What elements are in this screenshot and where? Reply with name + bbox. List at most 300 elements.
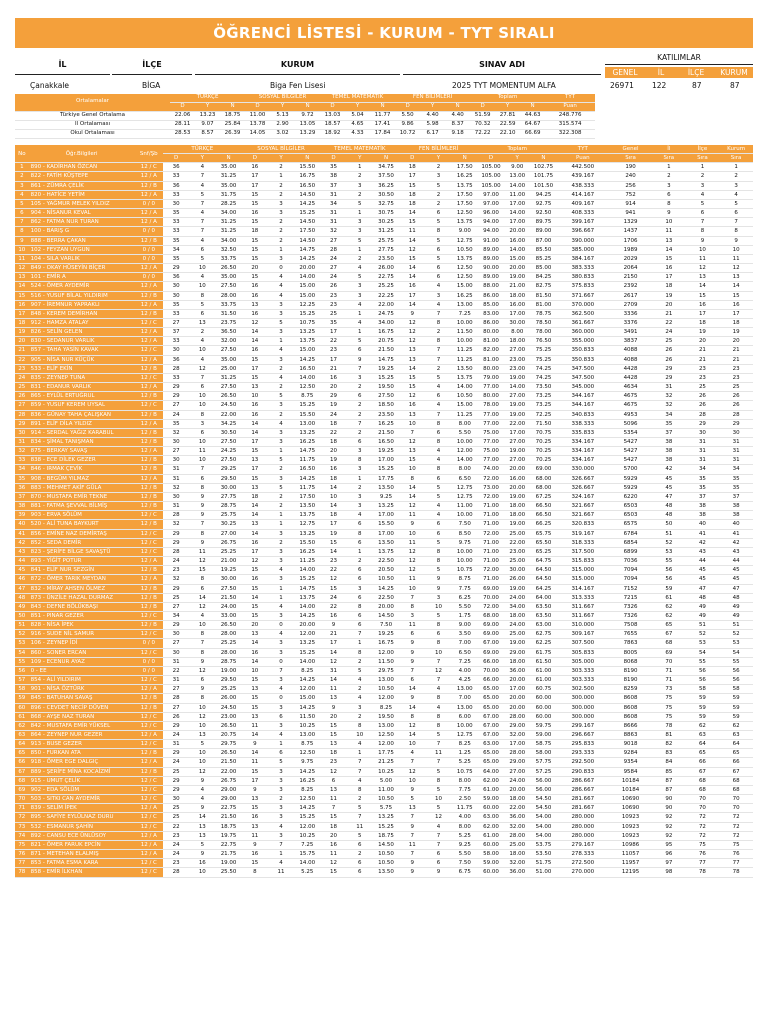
cell-value: 80.00 (478, 364, 504, 373)
class-section: 12 / B (135, 428, 163, 437)
cell-value: 8.75 (294, 392, 320, 401)
cell-value: 2 (347, 401, 373, 410)
cell-value: 24.50 (215, 401, 241, 410)
cell-value: 20.00 (504, 694, 530, 703)
cell-value: 78.00 (478, 401, 504, 410)
cell-value: 326.667 (557, 483, 609, 492)
column-header: Y (270, 102, 295, 111)
average-value: 66.69 (520, 129, 545, 138)
average-value: 4.40 (445, 111, 470, 120)
row-number: 6 (15, 209, 29, 218)
cell-value: 13 (189, 831, 215, 840)
cell-value: 4428 (609, 373, 652, 382)
student-row (15, 639, 753, 648)
student-name: 516 - YUSUF BİLAL YILDIRIM (29, 291, 135, 300)
cell-value: 24.00 (215, 602, 241, 611)
cell-value: 4 (268, 630, 294, 639)
cell-value: 303.333 (557, 666, 609, 675)
cell-value: 13 (242, 483, 268, 492)
cell-value: 12.50 (294, 383, 320, 392)
cell-value: 5 (189, 840, 215, 849)
cell-value: 5 (268, 483, 294, 492)
cell-value: 28.25 (215, 199, 241, 208)
cell-value: 20.00 (504, 703, 530, 712)
cell-value: 64 (686, 740, 720, 749)
row-number: 11 (15, 254, 29, 263)
column-header: N (370, 102, 395, 111)
student-row (15, 273, 753, 282)
cell-value: 30 (163, 630, 189, 639)
cell-value: 2 (347, 428, 373, 437)
cell-value: 32 (163, 483, 189, 492)
cell-value: 14 (399, 685, 425, 694)
cell-value: 7 (425, 740, 451, 749)
cell-value: 18 (719, 318, 753, 327)
cell-value: 19.25 (215, 566, 241, 575)
column-header: Sıra (686, 154, 720, 163)
cell-value: 3 (189, 419, 215, 428)
class-section: 12 / C (135, 529, 163, 538)
cell-value: 20.00 (294, 621, 320, 630)
cell-value: 8 (425, 227, 451, 236)
class-section: 12 / A (135, 172, 163, 181)
cell-value: 75.00 (478, 447, 504, 456)
cell-value: 8 (425, 721, 451, 730)
cell-value: 17 (719, 309, 753, 318)
cell-value: 78.00 (530, 328, 556, 337)
cell-value: 29 (719, 419, 753, 428)
cell-value: 66.00 (478, 657, 504, 666)
student-name: 857 - TAHA YASİN KAVAK (29, 346, 135, 355)
cell-value: 14 (399, 731, 425, 740)
cell-value: 16.50 (294, 465, 320, 474)
cell-value: 15.25 (294, 813, 320, 822)
column-header: D (163, 154, 189, 163)
class-section: 12 / C (135, 373, 163, 382)
student-name: 823 - ŞERİFE BİLGE SAVAŞTÜ (29, 547, 135, 556)
cell-value: 13.75 (294, 511, 320, 520)
header-il: İL (15, 56, 110, 75)
student-row (15, 703, 753, 712)
cell-value: 31 (320, 209, 346, 218)
cell-value: 17.00 (504, 685, 530, 694)
cell-value: 10.75 (452, 566, 478, 575)
cell-value: 19 (320, 529, 346, 538)
cell-value: 3 (347, 227, 373, 236)
cell-value: 21 (719, 346, 753, 355)
cell-value: 29 (163, 264, 189, 273)
cell-value: 22 (320, 566, 346, 575)
row-number: 41 (15, 529, 29, 538)
cell-value: 55 (719, 657, 753, 666)
cell-value: 7 (268, 666, 294, 675)
column-header: N (520, 102, 545, 111)
cell-value: 12 (320, 657, 346, 666)
cell-value: 81.00 (478, 355, 504, 364)
cell-value: 14 (320, 483, 346, 492)
cell-value: 75 (652, 712, 686, 721)
average-row (15, 120, 595, 129)
cell-value: 375.833 (557, 282, 609, 291)
average-value: 5.98 (420, 120, 445, 129)
cell-value: 3 (347, 584, 373, 593)
cell-value: 4 (425, 822, 451, 831)
cell-value: 6 (189, 474, 215, 483)
cell-value: 33 (163, 218, 189, 227)
cell-value: 72.00 (478, 566, 504, 575)
student-row (15, 511, 753, 520)
cell-value: 12 (399, 438, 425, 447)
cell-value: 63.00 (478, 740, 504, 749)
cell-value: 28.75 (215, 657, 241, 666)
student-row (15, 236, 753, 245)
cell-value: 7 (189, 639, 215, 648)
cell-value: 33 (163, 373, 189, 382)
row-number: 3 (15, 181, 29, 190)
cell-value: 9 (189, 538, 215, 547)
cell-value: 2 (189, 328, 215, 337)
cell-value: 12.25 (294, 300, 320, 309)
cell-value: 3 (268, 474, 294, 483)
cell-value: 439.167 (557, 172, 609, 181)
cell-value: 14.25 (373, 584, 399, 593)
cell-value: 3 (425, 172, 451, 181)
class-section: 12 / B (135, 602, 163, 611)
cell-value: 15 (242, 273, 268, 282)
cell-value: 80.00 (478, 392, 504, 401)
cell-value: 3 (268, 557, 294, 566)
cell-value: 8863 (609, 731, 652, 740)
average-value: 17.84 (370, 129, 395, 138)
cell-value: 17.00 (504, 740, 530, 749)
cell-value: 81.00 (478, 337, 504, 346)
cell-value: 23 (320, 300, 346, 309)
cell-value: 12 (242, 557, 268, 566)
cell-value: 18.00 (504, 611, 530, 620)
cell-value: 31.50 (215, 309, 241, 318)
row-number: 40 (15, 520, 29, 529)
cell-value: 399.167 (557, 218, 609, 227)
cell-value: 45 (719, 566, 753, 575)
cell-value: 6 (652, 190, 686, 199)
cell-value: 78.75 (530, 309, 556, 318)
cell-value: 6 (189, 676, 215, 685)
cell-value: 75 (652, 703, 686, 712)
cell-value: 31 (686, 438, 720, 447)
cell-value: 12 (189, 602, 215, 611)
cell-value: 14 (242, 419, 268, 428)
student-name: 896 - CEVDET NECİP DÜVEN (29, 703, 135, 712)
cell-value: 2 (719, 172, 753, 181)
cell-value: 7.25 (294, 840, 320, 849)
cell-value: 64.00 (530, 593, 556, 602)
cell-value: 2 (268, 410, 294, 419)
cell-value: 13.00 (452, 685, 478, 694)
cell-value: 280.000 (557, 831, 609, 840)
cell-value: 87 (652, 776, 686, 785)
cell-value: 6 (347, 392, 373, 401)
cell-value: 29 (686, 419, 720, 428)
cell-value: 73 (652, 685, 686, 694)
average-value: 64.67 (520, 120, 545, 129)
cell-value: 38 (652, 438, 686, 447)
cell-value: 0 (268, 694, 294, 703)
average-value: 18.57 (320, 120, 345, 129)
cell-value: 56 (719, 676, 753, 685)
student-name: 105 - YAĞMUR MELEK YILDIZ (29, 199, 135, 208)
cell-value: 90 (652, 795, 686, 804)
class-section: 12 / C (135, 318, 163, 327)
cell-value: 1 (268, 584, 294, 593)
cell-value: 48 (652, 502, 686, 511)
student-name: 892 - CANSU ECE ÜNLÜSOY (29, 831, 135, 840)
cell-value: 16 (242, 291, 268, 300)
cell-value: 59 (686, 703, 720, 712)
cell-value: 31 (686, 447, 720, 456)
row-number: 61 (15, 712, 29, 721)
cell-value: 15.25 (373, 822, 399, 831)
cell-value: 21.50 (215, 593, 241, 602)
cell-value: 9.75 (294, 758, 320, 767)
cell-value: 14.00 (294, 657, 320, 666)
row-number: 49 (15, 602, 29, 611)
cell-value: 7 (399, 758, 425, 767)
cell-value: 24 (320, 254, 346, 263)
cell-value: 9 (399, 822, 425, 831)
cell-value: 10.00 (452, 721, 478, 730)
cell-value: 3 (686, 181, 720, 190)
cell-value: 1 (347, 209, 373, 218)
student-row (15, 502, 753, 511)
cell-value: 0 (268, 657, 294, 666)
row-number: 48 (15, 593, 29, 602)
cell-value: 19.00 (504, 520, 530, 529)
cell-value: 8.50 (452, 529, 478, 538)
cell-value: 19 (686, 328, 720, 337)
class-section: 12 / A (135, 328, 163, 337)
cell-value: 19.00 (504, 410, 530, 419)
cell-value: 4 (268, 273, 294, 282)
cell-value: 10.50 (373, 685, 399, 694)
cell-value: 62.75 (530, 630, 556, 639)
cell-value: 26.50 (215, 264, 241, 273)
cell-value: 279.167 (557, 840, 609, 849)
class-section: 12 / B (135, 291, 163, 300)
average-label: İl Ortalaması (15, 120, 170, 129)
cell-value: 9.25 (373, 492, 399, 501)
row-number: 59 (15, 694, 29, 703)
cell-value: 23 (163, 859, 189, 868)
row-number: 38 (15, 502, 29, 511)
cell-value: 70.25 (530, 438, 556, 447)
cell-value: 941 (609, 209, 652, 218)
cell-value: 2 (268, 364, 294, 373)
cell-value: 7 (189, 172, 215, 181)
cell-value: 278.333 (557, 850, 609, 859)
cell-value: 23.00 (504, 364, 530, 373)
cell-value: 77 (719, 859, 753, 868)
cell-value: 15 (320, 868, 346, 877)
cell-value: 30 (163, 492, 189, 501)
row-number: 77 (15, 859, 29, 868)
cell-value: 280.000 (557, 822, 609, 831)
cell-value: 15 (242, 804, 268, 813)
cell-value: 9 (719, 236, 753, 245)
cell-value: 16 (320, 373, 346, 382)
cell-value: 10 (189, 721, 215, 730)
cell-value: 14 (399, 300, 425, 309)
header-ilce: İLÇE (112, 56, 192, 75)
cell-value: 6 (399, 630, 425, 639)
cell-value: 16.25 (452, 172, 478, 181)
student-row (15, 822, 753, 831)
cell-value: 1 (347, 328, 373, 337)
cell-value: 51 (686, 621, 720, 630)
cell-value: 11.50 (294, 712, 320, 721)
cell-value: 17 (652, 273, 686, 282)
cell-value: 2617 (609, 291, 652, 300)
student-name: 873 - ÜNZİLE HAZAL DURMAZ (29, 593, 135, 602)
cell-value: 15 (242, 474, 268, 483)
cell-value: 2392 (609, 282, 652, 291)
average-value: 18.92 (320, 129, 345, 138)
cell-value: 11 (242, 831, 268, 840)
cell-value: 15.00 (452, 401, 478, 410)
cell-value: 66 (719, 758, 753, 767)
cell-value: 27.75 (373, 245, 399, 254)
cell-value: 64.25 (530, 584, 556, 593)
student-name: 831 - EDANUR VARLIK (29, 383, 135, 392)
cell-value: 21.50 (215, 758, 241, 767)
class-section: 12 / C (135, 721, 163, 730)
cell-value: 5 (425, 785, 451, 794)
cell-value: 8 (425, 337, 451, 346)
cell-value: 13 (399, 346, 425, 355)
cell-value: 14 (686, 282, 720, 291)
cell-value: 2 (268, 492, 294, 501)
cell-value: 19.00 (504, 273, 530, 282)
cell-value: 49 (719, 611, 753, 620)
cell-value: 303.333 (557, 676, 609, 685)
cell-value: 12 (320, 575, 346, 584)
cell-value: 35 (163, 254, 189, 263)
cell-value: 300.000 (557, 712, 609, 721)
cell-value: 70 (686, 795, 720, 804)
cell-value: 31 (686, 456, 720, 465)
cell-value: 36 (163, 163, 189, 172)
cell-value: 13.75 (294, 593, 320, 602)
row-number: 13 (15, 273, 29, 282)
cell-value: 272.500 (557, 859, 609, 868)
cell-value: 13 (399, 410, 425, 419)
cell-value: 16 (686, 300, 720, 309)
cell-value: 20.75 (215, 731, 241, 740)
cell-value: 17.00 (373, 511, 399, 520)
cell-value: 70 (719, 804, 753, 813)
student-name: 102 - FEYZAN UYGUN (29, 245, 135, 254)
cell-value: 51 (652, 529, 686, 538)
cell-value: 16 (242, 309, 268, 318)
average-value: 11.00 (245, 111, 270, 120)
cell-value: 3 (347, 218, 373, 227)
cell-value: 10986 (609, 840, 652, 849)
cell-value: 10 (399, 740, 425, 749)
cell-value: 90.00 (478, 264, 504, 273)
cell-value: 4 (425, 300, 451, 309)
cell-value: 19.50 (373, 383, 399, 392)
cell-value: 10 (189, 282, 215, 291)
cell-value: 347.500 (557, 373, 609, 382)
cell-value: 20.00 (504, 465, 530, 474)
cell-value: 35 (163, 209, 189, 218)
cell-value: 67.00 (478, 639, 504, 648)
row-number: 29 (15, 419, 29, 428)
cell-value: 45 (686, 575, 720, 584)
cell-value: 330.000 (557, 465, 609, 474)
cell-value: 14 (399, 703, 425, 712)
cell-value: 3 (268, 648, 294, 657)
cell-value: 12 (189, 767, 215, 776)
class-section: 12 / C (135, 785, 163, 794)
cell-value: 7 (189, 465, 215, 474)
cell-value: 4 (399, 749, 425, 758)
cell-value: 13.50 (373, 483, 399, 492)
cell-value: 20 (242, 621, 268, 630)
group-header: TÜRKÇE (163, 145, 242, 154)
average-value: 14.05 (245, 129, 270, 138)
row-number: 43 (15, 547, 29, 556)
student-name: 881 - FATMA ŞEVVAL BİLMİŞ (29, 502, 135, 511)
cell-value: 61.50 (530, 657, 556, 666)
class-section: 0 / 0 (135, 273, 163, 282)
cell-value: 17.00 (373, 529, 399, 538)
cell-value: 6 (425, 245, 451, 254)
row-number: 18 (15, 318, 29, 327)
cell-value: 8068 (609, 657, 652, 666)
cell-value: 24.75 (373, 309, 399, 318)
cell-value: 97.00 (478, 199, 504, 208)
cell-value: 11 (399, 227, 425, 236)
student-name: 859 - YUSUF KEREM UYSAL (29, 401, 135, 410)
cell-value: 29 (163, 383, 189, 392)
cell-value: 25.25 (373, 282, 399, 291)
cell-value: 11 (399, 511, 425, 520)
subject-header: TEMEL MATEMATİK (320, 94, 395, 102)
cell-value: 67 (652, 630, 686, 639)
cell-value: 3 (268, 611, 294, 620)
cell-value: 11 (242, 721, 268, 730)
cell-value: 97 (652, 859, 686, 868)
average-value: 51.59 (470, 111, 495, 120)
class-section: 12 / A (135, 840, 163, 849)
cell-value: 35 (686, 483, 720, 492)
class-section: 0 / 0 (135, 254, 163, 263)
cell-value: 10 (189, 758, 215, 767)
row-number: 27 (15, 401, 29, 410)
cell-value: 14 (719, 282, 753, 291)
cell-value: 6.75 (452, 868, 478, 877)
cell-value: 3 (268, 309, 294, 318)
class-section: 12 / C (135, 859, 163, 868)
class-section: 12 / A (135, 300, 163, 309)
subject-header: TÜRKÇE (170, 94, 245, 102)
cell-value: 31 (719, 456, 753, 465)
cell-value: 1 (268, 850, 294, 859)
row-number: 32 (15, 447, 29, 456)
cell-value: 12.75 (452, 483, 478, 492)
cell-value: 16 (242, 813, 268, 822)
cell-value: 72.00 (478, 602, 504, 611)
